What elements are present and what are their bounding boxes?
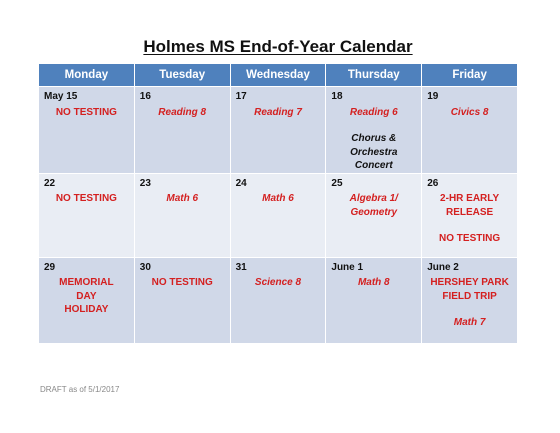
week-row-3 — [39, 257, 518, 343]
page-title — [0, 37, 556, 57]
calendar-day-cell — [230, 173, 326, 257]
calendar-day-cell — [39, 87, 135, 174]
day-number: 18 — [331, 91, 343, 102]
day-number: 31 — [235, 261, 247, 273]
event-text: RELEASE — [445, 206, 494, 218]
header-monday: Monday — [39, 64, 135, 87]
day-number: 23 — [139, 177, 151, 189]
calendar-day-cell — [422, 87, 518, 174]
event-text: FIELD TRIP — [442, 290, 497, 302]
calendar-day-cell — [39, 257, 135, 343]
event-text: Reading 7 — [254, 106, 302, 118]
calendar-day-cell — [134, 257, 230, 343]
event-text: Math 7 — [453, 317, 486, 328]
day-events — [44, 276, 129, 317]
calendar-day-cell — [230, 87, 326, 174]
day-events — [44, 106, 129, 120]
calendar-day-cell — [134, 87, 230, 174]
day-number: 25 — [331, 177, 343, 189]
calendar-day-cell — [326, 257, 422, 343]
header-tuesday: Tuesday — [134, 64, 230, 87]
event-text: DAY — [76, 290, 97, 302]
calendar-day-cell — [422, 173, 518, 257]
page-title-text: Holmes MS End-of-Year Calendar — [143, 37, 413, 56]
calendar-body — [39, 87, 518, 344]
day-events — [427, 106, 512, 120]
day-events — [331, 276, 416, 290]
day-number: 29 — [44, 261, 56, 273]
event-spacer — [427, 303, 512, 316]
event-text: HOLIDAY — [64, 304, 109, 315]
event-text: Math 6 — [166, 193, 199, 204]
day-number: 24 — [235, 177, 247, 189]
event-text: Orchestra — [350, 146, 398, 158]
event-text: Chorus & — [351, 133, 397, 144]
day-events — [331, 192, 416, 219]
day-events — [236, 106, 321, 120]
calendar-day-cell — [422, 257, 518, 343]
day-events — [331, 106, 416, 173]
week-row-1 — [39, 87, 518, 174]
event-text: Algebra 1/ — [349, 193, 398, 204]
day-events — [140, 192, 225, 206]
event-spacer — [427, 219, 512, 232]
event-text: HERSHEY PARK — [430, 277, 509, 288]
day-number: 22 — [44, 177, 56, 189]
calendar-day-cell — [326, 87, 422, 174]
event-text: Math 6 — [262, 193, 294, 204]
day-number: 16 — [139, 91, 151, 102]
header-thursday: Thursday — [326, 64, 422, 87]
header-wednesday: Wednesday — [230, 64, 326, 87]
day-number: 17 — [235, 91, 247, 102]
day-events — [44, 192, 129, 206]
week-row-2 — [39, 173, 518, 257]
day-number: 26 — [427, 177, 439, 189]
event-text: Geometry — [350, 206, 398, 218]
calendar-day-cell — [134, 173, 230, 257]
day-events — [427, 276, 512, 330]
event-text: Science 8 — [254, 277, 302, 288]
calendar-table — [38, 63, 518, 344]
calendar-day-cell — [39, 173, 135, 257]
event-text: NO TESTING — [55, 106, 117, 118]
day-events — [140, 106, 225, 120]
day-events — [236, 276, 321, 290]
day-number: June 2 — [427, 261, 459, 273]
day-number: 30 — [139, 261, 151, 273]
event-text: NO TESTING — [151, 277, 213, 288]
day-number: June 1 — [331, 261, 364, 273]
event-text: 2-HR EARLY — [440, 193, 500, 204]
day-number: May 15 — [44, 91, 78, 102]
day-events — [140, 276, 225, 290]
event-text: Reading 8 — [158, 106, 207, 118]
event-text: Math 8 — [357, 277, 390, 288]
day-events — [427, 192, 512, 246]
calendar-header-row — [39, 64, 518, 87]
header-friday: Friday — [422, 64, 518, 87]
day-events — [236, 192, 321, 206]
event-text: MEMORIAL — [59, 277, 114, 288]
event-text: Reading 6 — [349, 106, 398, 118]
event-text: NO TESTING — [439, 233, 501, 244]
event-text: Concert — [354, 160, 393, 171]
calendar-day-cell — [230, 257, 326, 343]
calendar-day-cell — [326, 173, 422, 257]
day-number: 19 — [427, 91, 439, 102]
event-spacer — [331, 119, 416, 132]
draft-footer: DRAFT as of 5/1/2017 — [40, 385, 120, 394]
event-text: NO TESTING — [55, 193, 117, 204]
event-text: Civics 8 — [450, 106, 489, 118]
